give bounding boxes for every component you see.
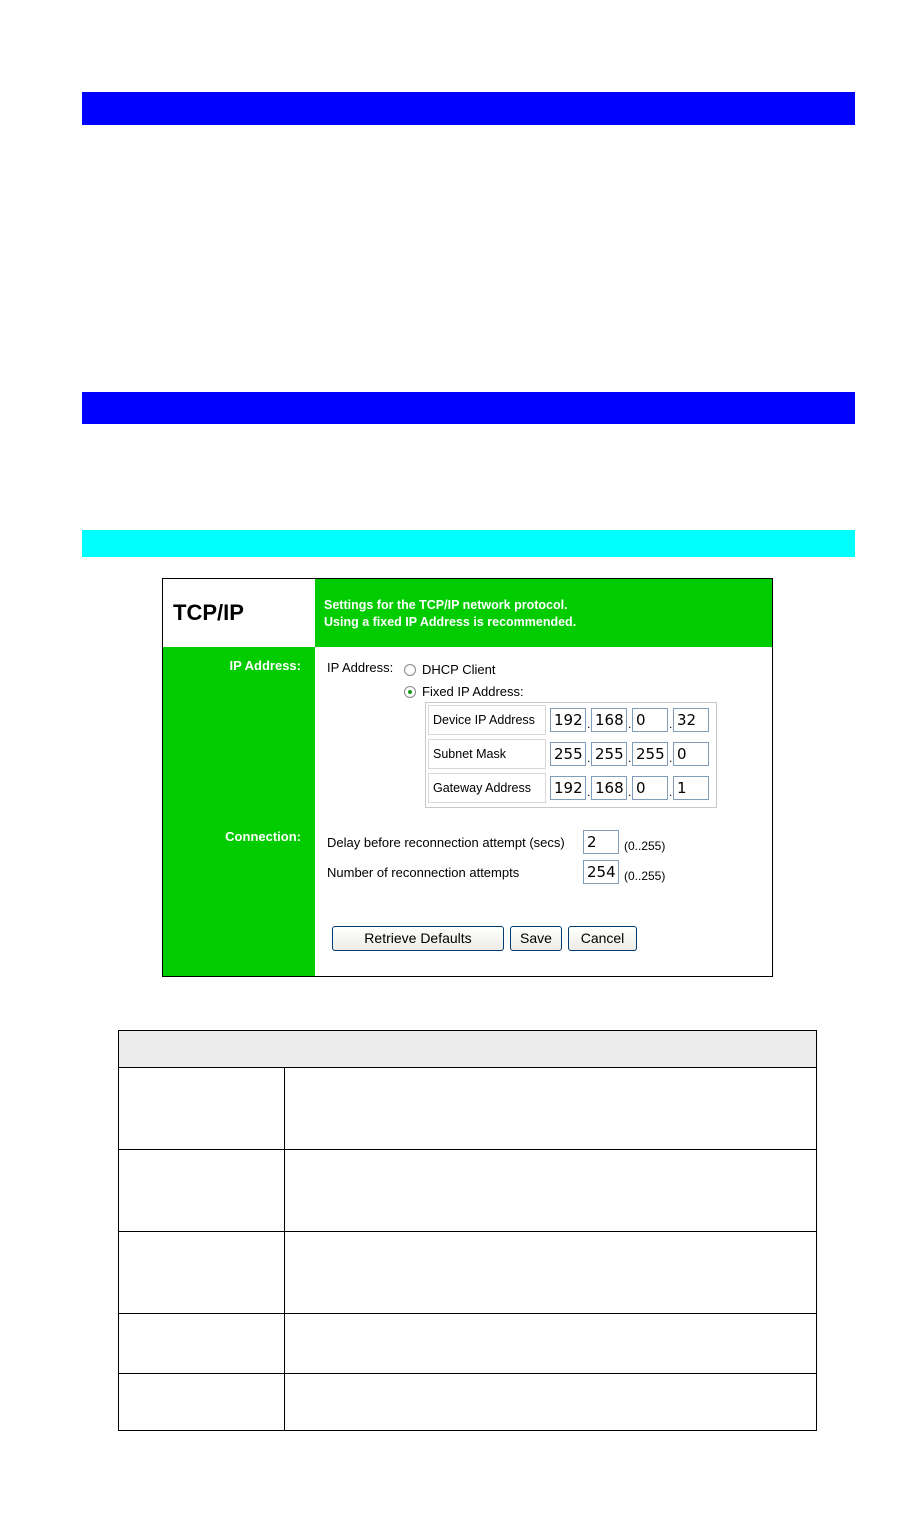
device-ip-label: Device IP Address <box>428 705 546 735</box>
subsection-header-bar <box>82 530 855 557</box>
dot-separator: . <box>628 785 632 799</box>
dot-separator: . <box>587 751 591 765</box>
description-line-1: Settings for the TCP/IP network protocol. <box>324 598 568 612</box>
device-ip-octet-3[interactable]: 0 <box>632 708 668 732</box>
subnet-mask-label: Subnet Mask <box>428 739 546 769</box>
subnet-mask-row <box>428 739 714 769</box>
gateway-label: Gateway Address <box>428 773 546 803</box>
device-ip-octet-4[interactable]: 32 <box>673 708 709 732</box>
settings-description-table <box>118 1030 817 1431</box>
ip-fields-table <box>425 702 717 808</box>
dot-separator: . <box>628 717 632 731</box>
fixed-ip-option[interactable] <box>404 684 524 699</box>
gateway-octet-2[interactable]: 168 <box>591 776 627 800</box>
gateway-octet-4[interactable]: 1 <box>673 776 709 800</box>
table-row <box>119 1313 816 1374</box>
ip-address-section-label: IP Address: <box>229 658 301 673</box>
save-button[interactable]: Save <box>510 926 562 951</box>
table-row <box>119 1373 816 1430</box>
section-header-bar <box>82 92 855 125</box>
dot-separator: . <box>669 751 673 765</box>
tcpip-settings-panel <box>162 578 773 977</box>
subnet-mask-octet-2[interactable]: 255 <box>591 742 627 766</box>
attempts-range: (0..255) <box>624 869 666 883</box>
delay-range: (0..255) <box>624 839 666 853</box>
dhcp-client-option[interactable] <box>404 662 495 677</box>
subnet-mask-octet-3[interactable]: 255 <box>632 742 668 766</box>
ip-address-prefix-label: IP Address: <box>327 660 394 675</box>
page-title: TCP/IP <box>163 579 315 647</box>
section-header-bar <box>82 392 855 424</box>
table-header <box>119 1031 816 1068</box>
table-row <box>119 1067 816 1150</box>
dhcp-client-label: DHCP Client <box>422 662 496 677</box>
retrieve-defaults-button[interactable]: Retrieve Defaults <box>332 926 504 951</box>
fixed-ip-label: Fixed IP Address: <box>422 684 524 699</box>
panel-body <box>315 647 772 976</box>
dot-separator: . <box>669 785 673 799</box>
cancel-button[interactable]: Cancel <box>568 926 637 951</box>
table-row <box>119 1149 816 1232</box>
attempts-input[interactable]: 254 <box>583 860 619 884</box>
gateway-octet-1[interactable]: 192 <box>550 776 586 800</box>
gateway-row <box>428 773 714 803</box>
dot-separator: . <box>587 717 591 731</box>
fixed-ip-radio[interactable] <box>404 686 416 698</box>
device-ip-octet-1[interactable]: 192 <box>550 708 586 732</box>
panel-description <box>315 579 772 647</box>
section-sidebar <box>163 647 315 976</box>
description-line-2: Using a fixed IP Address is recommended. <box>324 615 577 629</box>
device-ip-octet-2[interactable]: 168 <box>591 708 627 732</box>
dhcp-radio[interactable] <box>404 664 416 676</box>
dot-separator: . <box>669 717 673 731</box>
attempts-label: Number of reconnection attempts <box>327 865 520 880</box>
device-ip-row <box>428 705 714 735</box>
dot-separator: . <box>587 785 591 799</box>
subnet-mask-octet-4[interactable]: 0 <box>673 742 709 766</box>
delay-input[interactable]: 2 <box>583 830 619 854</box>
table-row <box>119 1231 816 1314</box>
dot-separator: . <box>628 751 632 765</box>
connection-section-label: Connection: <box>225 829 301 844</box>
gateway-octet-3[interactable]: 0 <box>632 776 668 800</box>
subnet-mask-octet-1[interactable]: 255 <box>550 742 586 766</box>
delay-label: Delay before reconnection attempt (secs) <box>327 835 565 850</box>
